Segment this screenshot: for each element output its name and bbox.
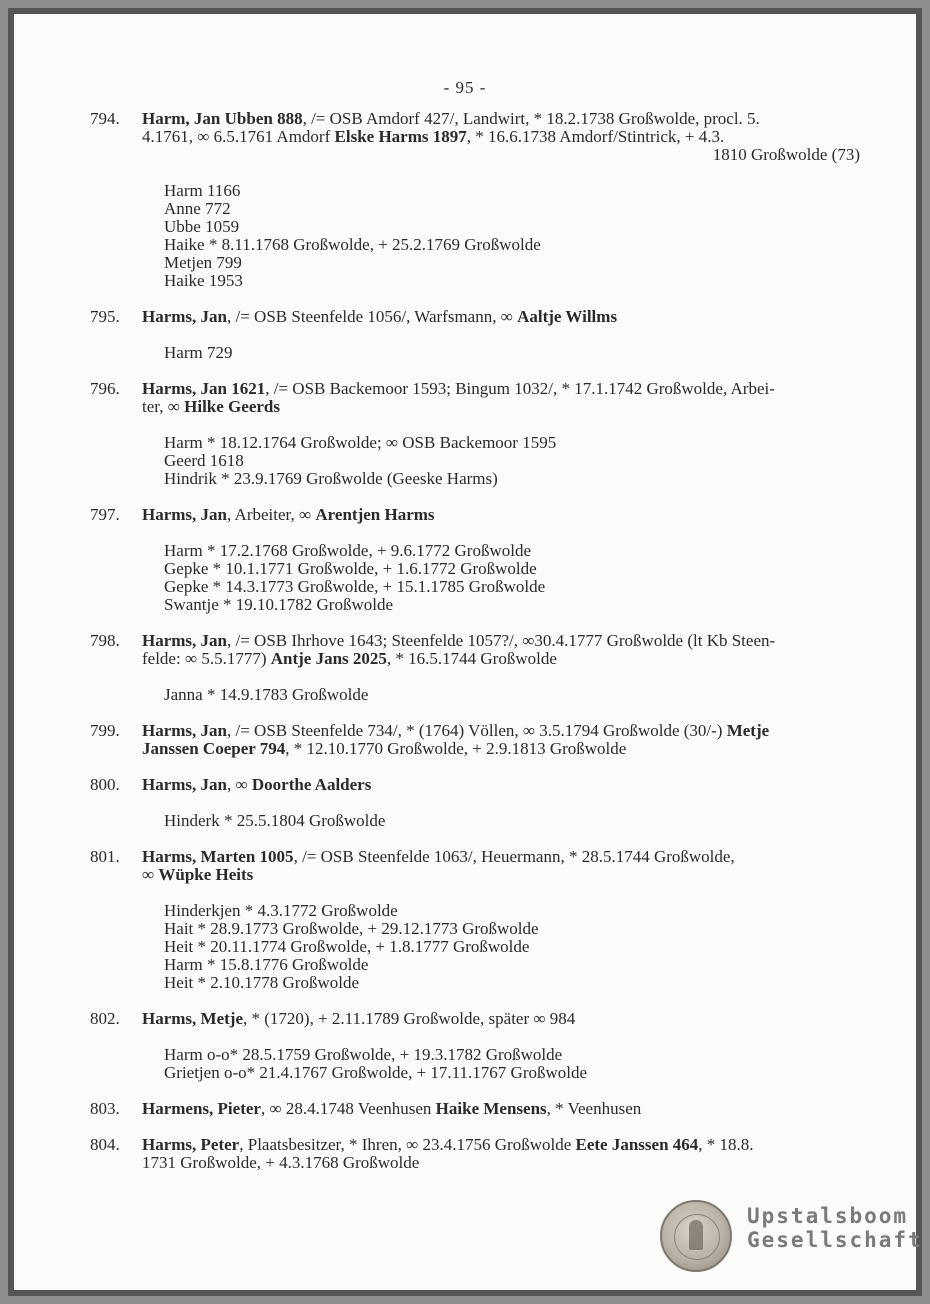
child-item: Haike 1953 [164,271,243,290]
entry-number: 794. [90,109,120,128]
person-name: Doorthe Aalders [251,775,372,794]
entry-line [142,1010,860,1028]
person-name: Harms, Jan 1621 [142,379,266,398]
person-name: Harms, Jan [142,631,227,650]
entry-text: , Plaatsbesitzer, * Ihren, ∞ 23.4.1756 Großwolde [239,1135,576,1154]
entry-text: , /= OSB Ihrhove 1643; Steenfelde 1057?/, ∞30.4.1777 Großwolde (lt Kb Steen- [227,631,776,650]
entry-number: 800. [90,775,120,794]
entry-text: , * Veenhusen [546,1099,642,1118]
entry-794 [90,110,860,164]
entry-text: , * 16.5.1744 Großwolde [386,649,557,668]
person-name: Harms, Jan [142,721,227,740]
child-item: Heit * 20.11.1774 Großwolde, + 1.8.1777 Großwolde [164,937,530,956]
logo-line-2: Gesellschaft [747,1228,923,1252]
entry-text: 1810 Großwolde (73) [712,145,860,164]
entry-798 [90,632,860,668]
entry-line [142,1100,860,1118]
child-item: Janna * 14.9.1783 Großwolde [164,685,369,704]
entry-line [142,380,860,398]
entry-text: , * 18.8. [698,1135,754,1154]
entry-number: 796. [90,379,120,398]
entry-line [142,398,860,416]
person-name: Harmens, Pieter [142,1099,261,1118]
entry-803 [90,1100,860,1118]
entry-text: , /= OSB Steenfelde 1056/, Warfsmann, ∞ [227,307,518,326]
entry-number: 803. [90,1099,120,1118]
entry-line [142,308,860,326]
person-name: Harms, Jan [142,307,227,326]
child-item: Geerd 1618 [164,451,244,470]
child-item: Heit * 2.10.1778 Großwolde [164,973,360,992]
child-item: Haike * 8.11.1768 Großwolde, + 25.2.1769 Großwolde [164,235,541,254]
entry-number: 799. [90,721,120,740]
entry-number: 804. [90,1135,120,1154]
entry-text: , /= OSB Backemoor 1593; Bingum 1032/, * 17.1.1742 Großwolde, Arbei- [265,379,775,398]
child-item: Harm * 15.8.1776 Großwolde [164,955,369,974]
entry-text: , * 12.10.1770 Großwolde, + 2.9.1813 Großwolde [285,739,627,758]
person-name: Elske Harms 1897 [334,127,467,146]
child-item: Gepke * 14.3.1773 Großwolde, + 15.1.1785 Großwolde [164,577,546,596]
entry-text: ∞ [142,865,159,884]
child-item: Harm 729 [164,343,233,362]
person-name: Janssen Coeper 794 [142,739,286,758]
person-name: Haike Mensens [435,1099,547,1118]
person-name: Harms, Peter [142,1135,240,1154]
person-name: Metje [726,721,770,740]
children-list [164,542,860,614]
entry-number: 795. [90,307,120,326]
logo-line-1: Upstalsboom [747,1204,909,1228]
person-name: Harms, Marten 1005 [142,847,294,866]
society-seal-icon [660,1200,732,1272]
entry-text: , /= OSB Steenfelde 734/, * (1764) Völlen, ∞ 3.5.1794 Großwolde (30/-) [227,721,727,740]
entry-text: , ∞ 28.4.1748 Veenhusen [260,1099,436,1118]
child-item: Hinderkjen * 4.3.1772 Großwolde [164,901,398,920]
entry-line [142,650,860,668]
person-name: Harms, Metje [142,1009,244,1028]
children-list [164,434,860,488]
child-item: Hinderk * 25.5.1804 Großwolde [164,811,386,830]
entry-line [142,722,860,740]
entry-line [142,740,860,758]
child-item: Harm * 18.12.1764 Großwolde; ∞ OSB Backemoor 1595 [164,433,557,452]
entry-text: 1731 Großwolde, + 4.3.1768 Großwolde [142,1153,420,1172]
child-item: Hait * 28.9.1773 Großwolde, + 29.12.1773 Großwolde [164,919,539,938]
entry-797 [90,506,860,524]
children-list [164,1046,860,1082]
person-name: Eete Janssen 464 [575,1135,699,1154]
entry-number: 801. [90,847,120,866]
person-name: Hilke Geerds [184,397,280,416]
entry-line [142,776,860,794]
entry-number: 798. [90,631,120,650]
entry-804 [90,1136,860,1172]
children-list [164,344,860,362]
entry-799 [90,722,860,758]
person-name: Arentjen Harms [315,505,435,524]
person-name: Aaltje Willms [517,307,618,326]
genealogy-entries [90,110,860,1190]
person-name: Antje Jans 2025 [270,649,387,668]
entry-text: , ∞ [227,775,252,794]
entry-line [142,506,860,524]
person-name: Wüpke Heits [158,865,254,884]
entry-number: 802. [90,1009,120,1028]
child-item: Ubbe 1059 [164,217,240,236]
entry-text: , * 16.6.1738 Amdorf/Stintrick, + 4.3. [466,127,725,146]
entry-text: 4.1761, ∞ 6.5.1761 Amdorf [142,127,335,146]
entry-795 [90,308,860,326]
entry-number: 797. [90,505,120,524]
entry-line [142,1136,860,1154]
person-name: Harm, Jan Ubben 888 [142,109,303,128]
entry-802 [90,1010,860,1028]
child-item: Anne 772 [164,199,231,218]
child-item: Swantje * 19.10.1782 Großwolde [164,595,394,614]
child-item: Metjen 799 [164,253,242,272]
child-item: Gepke * 10.1.1771 Großwolde, + 1.6.1772 Großwolde [164,559,537,578]
document-page [14,14,923,1290]
page-number: - 95 - [443,78,487,97]
child-item: Harm o-o* 28.5.1759 Großwolde, + 19.3.1782 Großwolde [164,1045,563,1064]
entry-text: ter, ∞ [142,397,185,416]
entry-801 [90,848,860,884]
entry-796 [90,380,860,416]
person-name: Harms, Jan [142,775,227,794]
society-logo-text [747,1204,923,1252]
entry-text: , * (1720), + 2.11.1789 Großwolde, später ∞ 984 [243,1009,576,1028]
children-list [164,686,860,704]
entry-line [142,866,860,884]
entry-line [142,1154,860,1172]
entry-line [142,632,860,650]
entry-800 [90,776,860,794]
entry-line [142,848,860,866]
child-item: Harm 1166 [164,181,241,200]
child-item: Grietjen o-o* 21.4.1767 Großwolde, + 17.11.1767 Großwolde [164,1063,588,1082]
entry-line [142,110,860,128]
child-item: Harm * 17.2.1768 Großwolde, + 9.6.1772 Großwolde [164,541,532,560]
person-name: Harms, Jan [142,505,227,524]
entry-text: , /= OSB Amdorf 427/, Landwirt, * 18.2.1738 Großwolde, procl. 5. [302,109,760,128]
children-list [164,182,860,290]
entry-line [142,146,860,164]
entry-text: felde: ∞ 5.5.1777) [142,649,271,668]
children-list [164,902,860,992]
entry-text: , /= OSB Steenfelde 1063/, Heuermann, * 28.5.1744 Großwolde, [293,847,735,866]
children-list [164,812,860,830]
child-item: Hindrik * 23.9.1769 Großwolde (Geeske Harms) [164,469,498,488]
entry-line [142,128,860,146]
entry-text: , Arbeiter, ∞ [227,505,316,524]
